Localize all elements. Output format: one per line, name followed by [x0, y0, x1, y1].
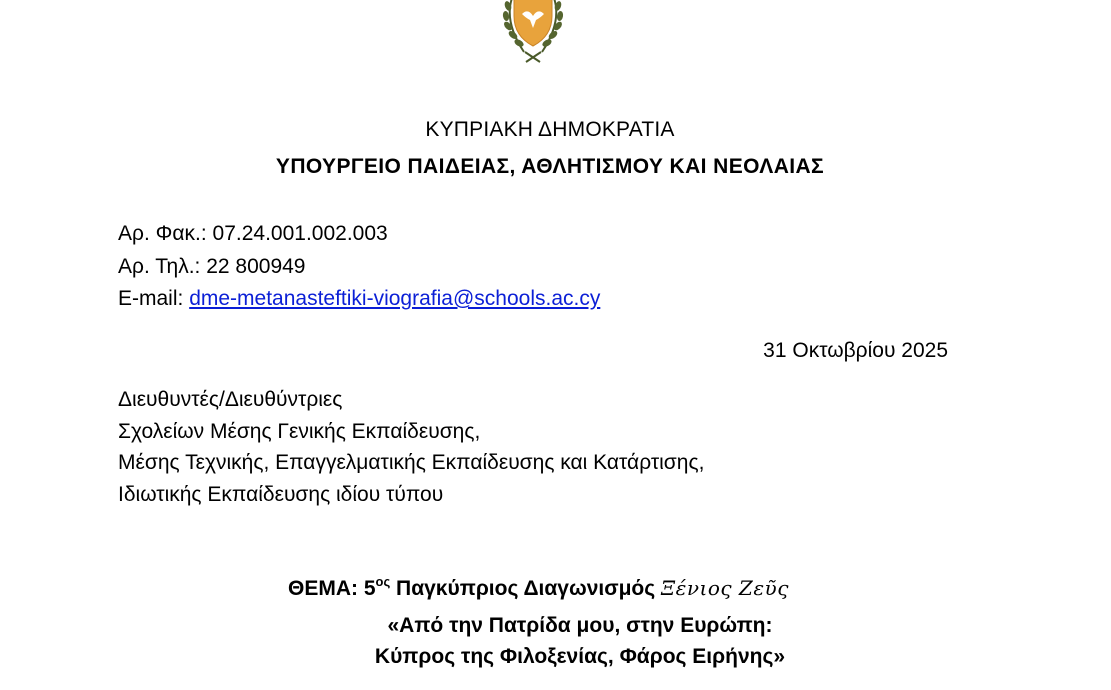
phone-number: Αρ. Τηλ.: 22 800949: [118, 254, 306, 278]
reference-block: [118, 218, 600, 316]
cyprus-coat-of-arms-icon: [492, 0, 574, 68]
contest-name: Ξένιος Ζεῦς: [661, 576, 789, 600]
subject-line: [288, 576, 789, 601]
recipient-line: Διευθυντές/Διευθύντριες: [118, 388, 343, 411]
recipients-block: [118, 384, 704, 510]
recipient-line: Μέσης Τεχνικής, Επαγγελματικής Εκπαίδευσης και Κατάρτισης,: [118, 451, 705, 474]
subject-tagline-line1: «Από την Πατρίδα μου, στην Ευρώπη:: [387, 614, 773, 637]
recipient-line: Σχολείων Μέσης Γενικής Εκπαίδευσης,: [118, 419, 481, 443]
email-label: E-mail:: [118, 287, 190, 310]
subject-prefix: ΘΕΜΑ: 5: [288, 577, 376, 600]
email-line: [118, 283, 600, 316]
letter-date: 31 Οκτωβρίου 2025: [763, 339, 948, 362]
file-number: Αρ. Φακ.: 07.24.001.002.003: [118, 222, 388, 245]
ministry-heading: ΥΠΟΥΡΓΕΙΟ ΠΑΙΔΕΙΑΣ, ΑΘΛΗΤΙΣΜΟΥ ΚΑΙ ΝΕΟΛΑΙΑΣ: [275, 155, 825, 178]
subject-title: Παγκύπριος Διαγωνισμός: [390, 577, 662, 600]
recipient-line: Ιδιωτικής Εκπαίδευσης ιδίου τύπου: [118, 482, 444, 506]
subject-tagline-line2: Κύπρος της Φιλοξενίας, Φάρος Ειρήνης»: [374, 645, 786, 668]
republic-heading: ΚΥΠΡΙΑΚΗ ΔΗΜΟΚΡΑΤΙΑ: [425, 118, 675, 141]
ordinal-suffix: ος: [375, 574, 391, 589]
email-link[interactable]: dme-metanasteftiki-viografia@schools.ac.cy: [189, 287, 601, 310]
